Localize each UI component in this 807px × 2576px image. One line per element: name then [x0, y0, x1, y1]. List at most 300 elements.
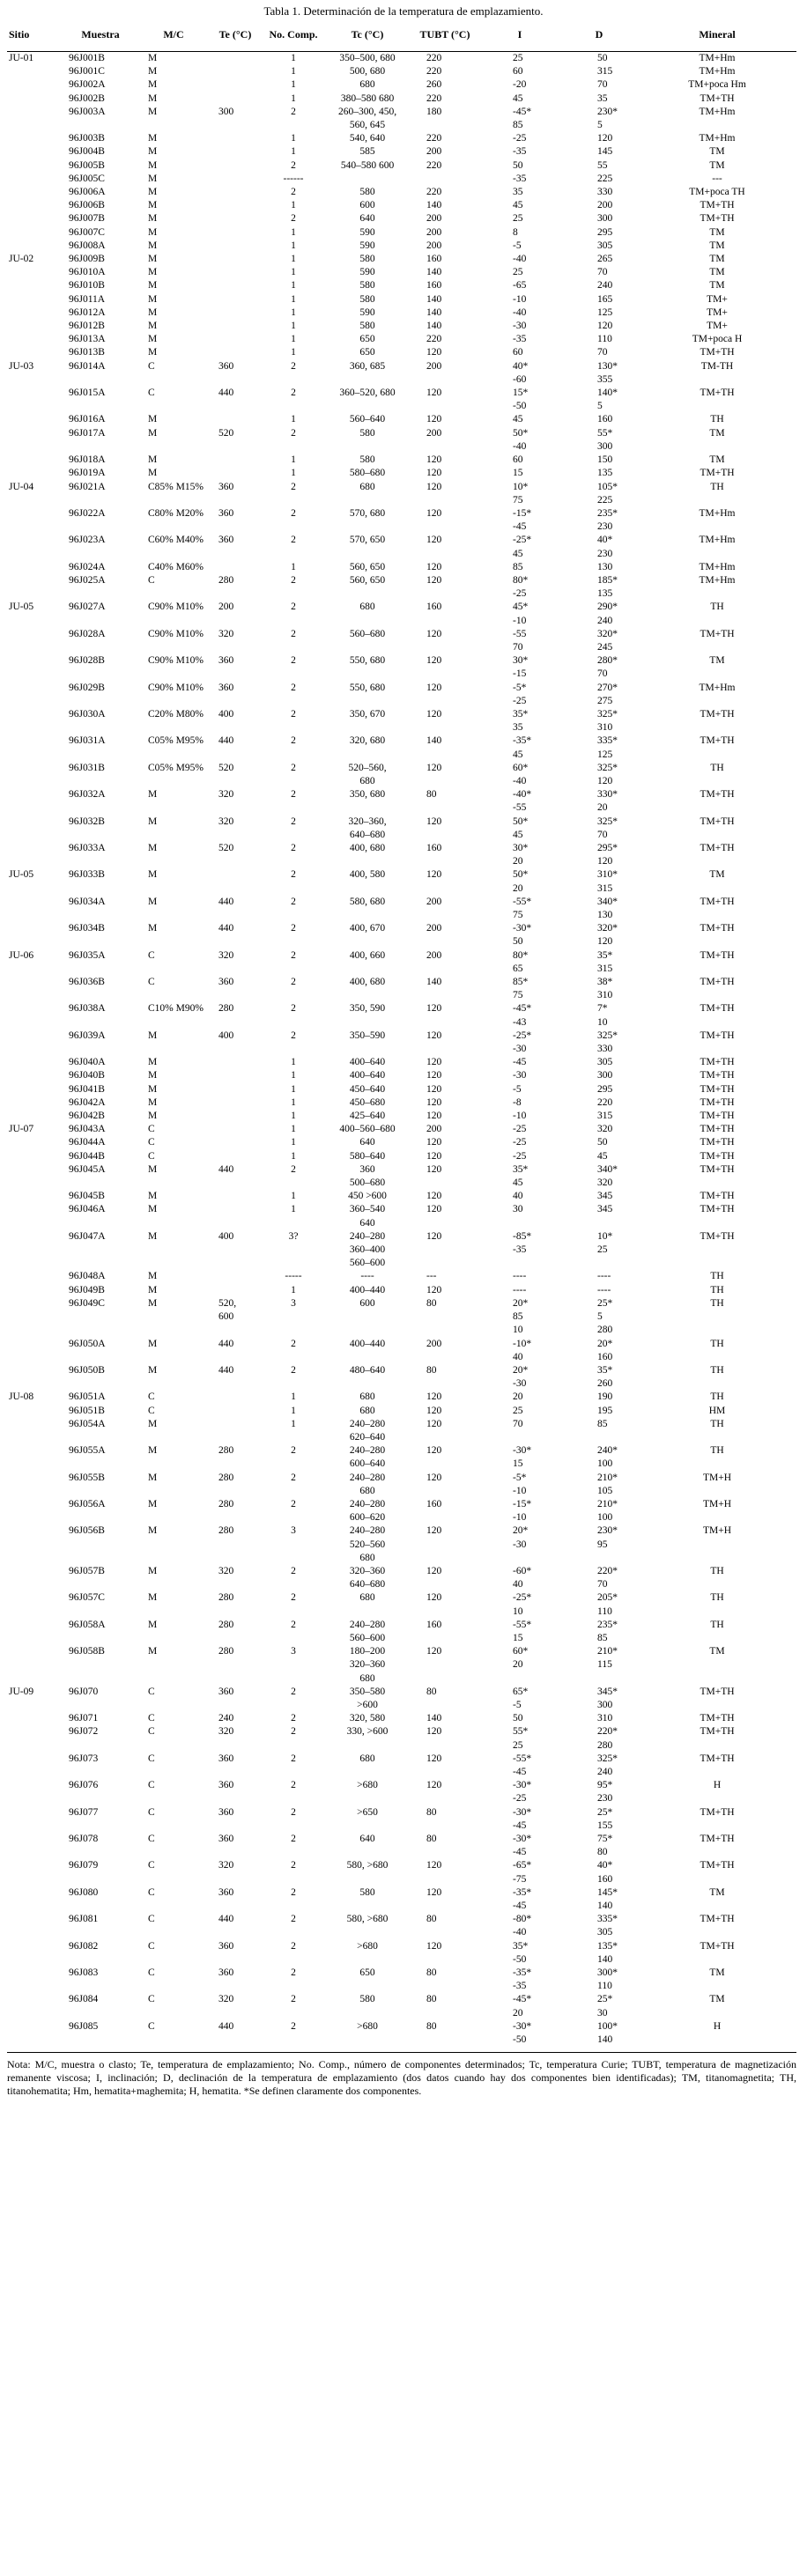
cell-muestra: 96J056A: [69, 1498, 106, 1509]
cell-declination: 95* 230: [597, 1780, 613, 1805]
header-te: Te (°C): [208, 19, 263, 52]
cell-inclination: -30* 15: [513, 1445, 532, 1470]
cell-muestra: 96J057C: [69, 1592, 105, 1604]
cell-muestra: 96J006A: [69, 187, 106, 198]
cell-mineral: TM: [709, 254, 725, 265]
cell-sitio: [7, 507, 62, 534]
cell-sitio: [7, 1030, 62, 1056]
cell-tubt: 120: [426, 869, 442, 881]
cell-inclination: 50* 20: [513, 869, 529, 894]
cell-sitio: [7, 1806, 62, 1833]
cell-mineral: TM: [709, 146, 725, 158]
table-row: [7, 132, 796, 145]
cell-ncomp: 1: [291, 254, 296, 265]
cell-mc: M: [148, 468, 158, 479]
table-row: [7, 1096, 796, 1110]
cell-mc: C: [148, 949, 155, 961]
cell-mineral: TM+TH: [700, 1070, 735, 1081]
cell-te: [208, 52, 263, 66]
cell-sitio: [7, 145, 62, 159]
cell-tc: 580: [359, 187, 375, 198]
cell-declination: 40* 160: [597, 1860, 613, 1885]
table-row: [7, 1686, 796, 1712]
cell-inclination: -30* -45: [513, 1834, 532, 1858]
cell-mc: C: [148, 1806, 155, 1818]
cell-sitio: [7, 654, 62, 681]
cell-tubt: 120: [426, 1391, 442, 1403]
cell-te: 440: [218, 1163, 234, 1175]
cell-mc: C: [148, 1686, 155, 1697]
cell-tubt: 140: [426, 321, 442, 332]
cell-inclination: 25: [513, 1405, 523, 1416]
cell-ncomp: 2: [291, 1806, 296, 1818]
cell-mineral: TM+TH: [700, 628, 735, 639]
cell-te: 360: [218, 360, 234, 372]
cell-declination: 20* 160: [597, 1338, 613, 1362]
cell-ncomp: 1: [291, 66, 296, 78]
cell-mc: M: [148, 1565, 158, 1576]
cell-muestra: 96J048A: [69, 1271, 106, 1282]
cell-te: 360: [218, 1753, 234, 1764]
cell-muestra: 96J044B: [69, 1150, 105, 1162]
cell-mineral: TM: [709, 240, 725, 251]
cell-ncomp: 1: [291, 334, 296, 345]
cell-tc: 400, 680: [349, 842, 386, 853]
cell-declination: 200: [597, 200, 613, 211]
cell-te: [208, 1069, 263, 1082]
cell-tubt: 260: [426, 79, 442, 91]
table-row: [7, 1083, 796, 1096]
cell-ncomp: 2: [291, 735, 296, 747]
cell-tubt: 120: [426, 1111, 442, 1122]
cell-tc: 480–640: [349, 1364, 386, 1376]
table-row: [7, 788, 796, 815]
cell-ncomp: 1: [291, 146, 296, 158]
cell-tubt: 120: [426, 1472, 442, 1483]
cell-tc: 600: [359, 200, 375, 211]
cell-sitio: [7, 574, 62, 601]
cell-inclination: 35* 35: [513, 708, 529, 734]
cell-tc: 240–280 560–600: [349, 1619, 386, 1643]
cell-sitio: [7, 427, 62, 454]
cell-mc: M: [148, 414, 158, 425]
cell-sitio: [7, 333, 62, 346]
cell-tubt: 220: [426, 187, 442, 198]
cell-te: 400: [218, 708, 234, 720]
cell-declination: 125: [597, 306, 613, 318]
cell-mc: C: [148, 1860, 155, 1871]
cell-muestra: 96J038A: [69, 1003, 106, 1015]
cell-inclination: -5* -10: [513, 1472, 527, 1496]
cell-declination: 240* 100: [597, 1445, 618, 1470]
cell-inclination: 35: [513, 187, 523, 198]
cell-inclination: -60* 40: [513, 1565, 532, 1591]
cell-sitio: [7, 306, 62, 320]
table-row: [7, 1859, 796, 1886]
cell-tc: 350, 680: [349, 789, 386, 801]
cell-muestra: 96J041B: [69, 1083, 105, 1095]
cell-tubt: 120: [426, 1726, 442, 1738]
cell-muestra: 96J028B: [69, 655, 105, 667]
cell-mc: M: [148, 1083, 158, 1095]
cell-muestra: 96J050B: [69, 1364, 105, 1376]
cell-muestra: 96J047A: [69, 1230, 106, 1242]
cell-te: 320: [218, 1726, 234, 1738]
cell-tc: 320–360 640–680: [349, 1565, 386, 1591]
cell-ncomp: 1: [291, 468, 296, 479]
cell-tc: 240–280 620–640: [349, 1418, 386, 1443]
cell-inclination: 45* -10: [513, 602, 529, 626]
cell-mc: C: [148, 977, 155, 988]
cell-tc: 400, 670: [349, 923, 386, 934]
cell-te: 360: [218, 1806, 234, 1818]
cell-tc: 350, 590: [349, 1003, 386, 1015]
cell-ncomp: 2: [291, 1713, 296, 1724]
table-row: [7, 534, 796, 560]
cell-mineral: TM+TH: [700, 1057, 735, 1068]
cell-tc: 380–580 680: [340, 92, 395, 104]
cell-ncomp: -----: [285, 1271, 302, 1282]
table-row: [7, 1364, 796, 1391]
cell-mc: M: [148, 334, 158, 345]
table-row: [7, 1913, 796, 1939]
cell-te: [208, 1110, 263, 1123]
cell-inclination: -25* 45: [513, 535, 532, 559]
header-sitio: Sitio: [7, 19, 62, 52]
cell-sitio: JU-08: [9, 1391, 34, 1403]
cell-muestra: 96J021A: [69, 481, 106, 492]
cell-mc: C40% M60%: [148, 561, 204, 572]
cell-te: 280: [218, 1003, 234, 1015]
cell-tc: 400, 660: [349, 949, 386, 961]
cell-ncomp: 2: [291, 949, 296, 961]
cell-muestra: 96J007C: [69, 226, 105, 238]
cell-mineral: TM: [709, 1886, 725, 1898]
table-row: [7, 949, 796, 976]
cell-mc: C: [148, 1150, 155, 1162]
cell-inclination: 40: [513, 1191, 523, 1202]
cell-tubt: 120: [426, 1070, 442, 1081]
table-row: [7, 387, 796, 413]
cell-mineral: TM+Hm: [699, 507, 736, 519]
header-ncomp: No. Comp.: [263, 19, 324, 52]
cell-sitio: [7, 1779, 62, 1805]
cell-declination: 220: [597, 1096, 613, 1108]
cell-muestra: 96J077: [69, 1806, 99, 1818]
cell-sitio: [7, 842, 62, 868]
cell-mineral: TM: [709, 454, 725, 466]
cell-sitio: [7, 92, 62, 106]
cell-declination: 270* 275: [597, 682, 618, 706]
cell-mineral: TH: [710, 1418, 724, 1429]
cell-tc: 260–300, 450, 560, 645: [337, 106, 397, 131]
cell-ncomp: 2: [291, 427, 296, 439]
cell-mineral: TH: [710, 1565, 724, 1576]
cell-mc: M: [148, 1030, 158, 1041]
header-declination: D: [560, 19, 638, 52]
cell-te: [208, 1405, 263, 1418]
cell-te: 280: [218, 1498, 234, 1509]
cell-tubt: 160: [426, 280, 442, 292]
cell-inclination: -20: [513, 79, 527, 91]
cell-inclination: -40* -55: [513, 789, 532, 814]
cell-tubt: ---: [426, 1271, 437, 1282]
cell-declination: ----: [597, 1271, 611, 1282]
cell-muestra: 96J055B: [69, 1472, 105, 1483]
cell-tc: 570, 680: [349, 507, 386, 519]
cell-muestra: 96J051B: [69, 1405, 105, 1416]
cell-declination: 145* 140: [597, 1886, 618, 1912]
table-row: [7, 601, 796, 627]
cell-tc: 580: [359, 1994, 375, 2005]
cell-declination: 310: [597, 1713, 613, 1724]
cell-ncomp: 2: [291, 1472, 296, 1483]
cell-muestra: 96J034B: [69, 923, 105, 934]
cell-te: [208, 561, 263, 574]
cell-mineral: TM+TH: [700, 1230, 735, 1242]
cell-sitio: [7, 1940, 62, 1967]
cell-tubt: 220: [426, 92, 442, 104]
cell-tc: 560–640: [349, 414, 386, 425]
cell-muestra: 96J017A: [69, 427, 106, 439]
cell-inclination: 60* -40: [513, 762, 529, 786]
cell-sitio: [7, 1472, 62, 1498]
table-row: [7, 52, 796, 66]
cell-muestra: 96J013A: [69, 334, 106, 345]
cell-mineral: TM+Hm: [699, 53, 736, 63]
cell-sitio: [7, 922, 62, 948]
cell-ncomp: 1: [291, 1124, 296, 1135]
cell-mc: M: [148, 1096, 158, 1108]
cell-mineral: TM+poca TH: [689, 187, 745, 198]
cell-tc: 400–640: [349, 1057, 386, 1068]
cell-muestra: 96J039A: [69, 1030, 106, 1041]
cell-muestra: 96J043A: [69, 1124, 106, 1135]
cell-muestra: 96J078: [69, 1834, 99, 1845]
cell-mc: M: [148, 173, 158, 184]
table-row: [7, 1391, 796, 1404]
cell-tc: 400–560–680: [339, 1124, 396, 1135]
table-row: [7, 427, 796, 454]
table-row: [7, 413, 796, 426]
table-row: [7, 1472, 796, 1498]
cell-ncomp: 2: [291, 896, 296, 907]
cell-ncomp: 2: [291, 1003, 296, 1015]
cell-tc: 240–280 600–620: [349, 1498, 386, 1524]
cell-mineral: TH: [710, 1391, 724, 1403]
cell-mc: C: [148, 1405, 155, 1416]
cell-tubt: 120: [426, 655, 442, 667]
cell-inclination: 20* 85 10: [513, 1297, 529, 1336]
cell-mineral: TM+H: [702, 1472, 732, 1483]
cell-mineral: ---: [712, 173, 722, 184]
cell-te: [208, 92, 263, 106]
cell-mineral: TH: [710, 1297, 724, 1309]
cell-mc: C: [148, 1124, 155, 1135]
cell-mc: M: [148, 66, 158, 78]
cell-sitio: [7, 1591, 62, 1618]
header-mc: M/C: [139, 19, 208, 52]
cell-inclination: -5: [513, 240, 522, 251]
table-row: [7, 360, 796, 387]
cell-muestra: 96J019A: [69, 468, 106, 479]
cell-declination: 235* 85: [597, 1619, 618, 1643]
table-row: [7, 1619, 796, 1645]
cell-declination: 330* 20: [597, 789, 618, 814]
cell-te: 280: [218, 1646, 234, 1657]
cell-ncomp: 2: [291, 1565, 296, 1576]
table-row: [7, 266, 796, 279]
cell-muestra: 96J085: [62, 2020, 139, 2053]
cell-tubt: 120: [426, 1525, 442, 1537]
cell-muestra: 96J070: [69, 1686, 99, 1697]
cell-mc: C: [139, 2020, 208, 2053]
cell-tubt: 120: [426, 1445, 442, 1457]
cell-tubt: 120: [426, 1592, 442, 1604]
cell-tc: 680: [359, 1592, 375, 1604]
cell-tubt: 120: [426, 454, 442, 466]
header-mineral: Mineral: [638, 19, 796, 52]
cell-muestra: 96J084: [69, 1994, 99, 2005]
cell-ncomp: 2: [291, 923, 296, 934]
cell-te: [208, 65, 263, 78]
table-row: [7, 1190, 796, 1203]
cell-mineral: TM+TH: [700, 977, 735, 988]
cell-tubt: 80: [426, 789, 437, 801]
cell-sitio: [7, 1913, 62, 1939]
cell-sitio: [7, 226, 62, 240]
cell-declination: 310* 315: [597, 869, 618, 894]
table-row: [7, 65, 796, 78]
cell-tubt: 200: [426, 1124, 442, 1135]
cell-tc: 650: [359, 1967, 375, 1979]
table-row: [7, 1753, 796, 1779]
cell-declination: 295* 120: [597, 842, 618, 867]
cell-sitio: [7, 1056, 62, 1069]
cell-tc: 450 >600: [348, 1191, 387, 1202]
cell-tubt: 120: [426, 1940, 442, 1952]
cell-mineral: TM+TH: [700, 842, 735, 853]
cell-ncomp: 2: [291, 187, 296, 198]
cell-inclination: -25* -30: [513, 1030, 532, 1055]
cell-inclination: -45: [513, 1057, 527, 1068]
cell-muestra: 96J011A: [69, 293, 106, 305]
cell-mineral: TM: [709, 226, 725, 238]
cell-muestra: 96J045A: [69, 1163, 106, 1175]
cell-sitio: JU-01: [9, 53, 34, 63]
cell-te: 360: [218, 977, 234, 988]
cell-ncomp: 2: [291, 1726, 296, 1738]
cell-mc: M: [148, 1204, 158, 1215]
cell-muestra: 96J042A: [69, 1096, 106, 1108]
cell-te: 440: [218, 1914, 234, 1925]
cell-declination: 230* 95: [597, 1525, 618, 1550]
cell-declination: 25* 5 280: [597, 1297, 613, 1336]
cell-mc: M: [148, 1364, 158, 1376]
cell-mc: M: [148, 159, 158, 171]
cell-ncomp: 1: [291, 1111, 296, 1122]
cell-muestra: 96J042B: [69, 1111, 105, 1122]
cell-tc: 450–680: [349, 1096, 386, 1108]
cell-mineral: TM: [709, 280, 725, 292]
table-row: [7, 816, 796, 842]
cell-mc: M: [148, 1418, 158, 1429]
cell-inclination: -25: [513, 1124, 527, 1135]
cell-tubt: 120: [426, 561, 442, 572]
cell-te: [208, 1096, 263, 1110]
cell-mineral: TM+TH: [700, 1940, 735, 1952]
cell-mineral: TM+TH: [700, 1914, 735, 1925]
cell-sitio: JU-02: [9, 254, 34, 265]
cell-sitio: [7, 734, 62, 761]
cell-te: 280: [218, 574, 234, 586]
cell-inclination: 25: [513, 267, 523, 278]
cell-declination: 235* 230: [597, 507, 618, 533]
table-row: [7, 320, 796, 333]
cell-tubt: 200: [426, 949, 442, 961]
cell-sitio: [7, 1619, 62, 1645]
cell-inclination: -35: [513, 173, 527, 184]
table-row: [7, 1284, 796, 1297]
cell-inclination: -65: [513, 280, 527, 292]
cell-inclination: 30* -15: [513, 655, 529, 680]
cell-tc: 590: [359, 267, 375, 278]
cell-te: 360: [218, 1834, 234, 1845]
cell-ncomp: 1: [291, 1137, 296, 1148]
cell-sitio: [7, 467, 62, 480]
cell-declination: 205* 110: [597, 1592, 618, 1617]
table-row: [7, 1123, 796, 1136]
cell-mineral: TM+TH: [700, 1753, 735, 1764]
cell-te: 360: [218, 1886, 234, 1898]
cell-tubt: 120: [426, 1003, 442, 1015]
cell-declination: 75* 80: [597, 1834, 613, 1858]
cell-ncomp: 1: [291, 1405, 296, 1416]
cell-tc: 520–560, 680: [348, 762, 387, 786]
cell-te: [208, 1056, 263, 1069]
cell-sitio: [7, 293, 62, 306]
cell-mc: M: [148, 254, 158, 265]
cell-declination: 140* 5: [597, 388, 618, 412]
table-row: [7, 654, 796, 681]
cell-mineral: TM+Hm: [699, 535, 736, 546]
cell-tc: 580, 680: [349, 896, 386, 907]
cell-tc: 580, >680: [346, 1860, 389, 1871]
cell-ncomp: 2: [291, 869, 296, 881]
cell-muestra: 96J046A: [69, 1204, 106, 1215]
cell-tc: 580: [359, 293, 375, 305]
cell-mc: M: [148, 1271, 158, 1282]
cell-mc: C: [148, 360, 155, 372]
cell-ncomp: 1: [291, 240, 296, 251]
cell-sitio: [7, 1498, 62, 1524]
cell-inclination: -40: [513, 306, 527, 318]
cell-ncomp: 2: [291, 682, 296, 693]
cell-muestra: 96J044A: [69, 1137, 106, 1148]
cell-inclination: 30: [513, 1204, 523, 1215]
cell-ncomp: 1: [291, 1057, 296, 1068]
table-note: Nota: M/C, muestra o clasto; Te, temperatura de emplazamiento; No. Comp., número de componentes determinados; Tc, temperatura Curie; TUBT, temperatura de magnetización remanente viscosa; I, inclinación; D, declinación de la temperatura de emplazamiento (dos datos cuando hay dos componentes bien identificadas); TM, titanomagnetita; TH, titanohematita; Hm, hematita+maghemita; H, hematita. *Se definen claramente dos componentes.: [7, 2058, 796, 2098]
cell-tubt: 120: [426, 1780, 442, 1791]
cell-mineral: HM: [708, 1405, 726, 1416]
cell-sitio: [7, 1993, 62, 2019]
cell-mc: M: [148, 321, 158, 332]
cell-inclination: -45* 20: [513, 1994, 532, 2019]
header-muestra: Muestra: [62, 19, 139, 52]
cell-te: [208, 212, 263, 225]
cell-declination: 35: [597, 92, 608, 104]
cell-sitio: [7, 1002, 62, 1029]
